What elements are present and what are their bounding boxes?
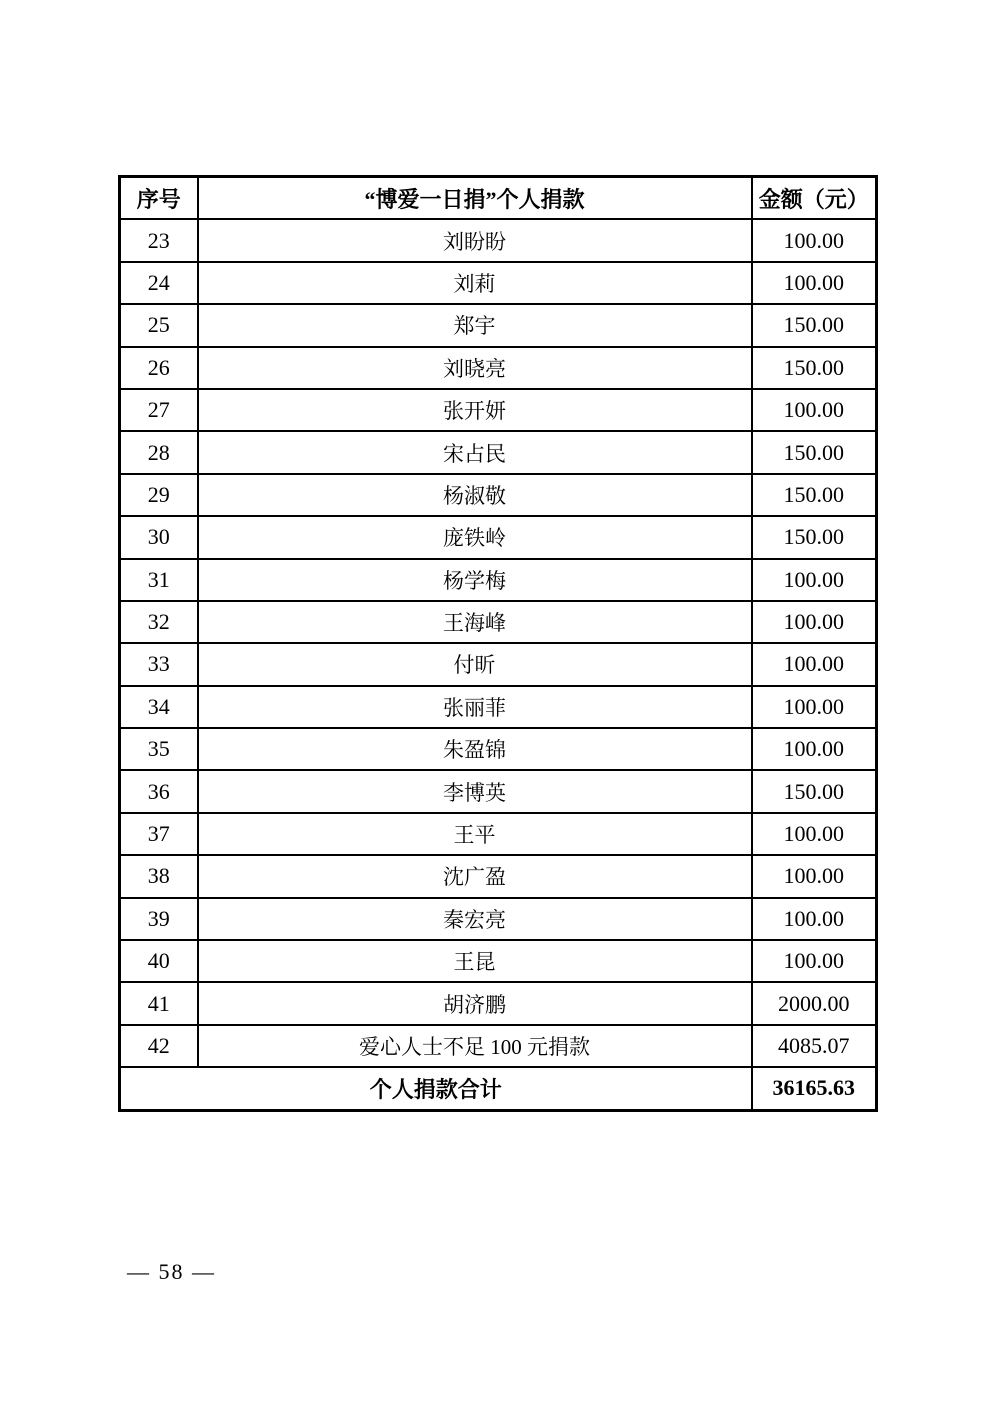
donor-name: 王平 [198,813,752,855]
donor-name: 刘莉 [198,262,752,304]
table-row [120,770,877,812]
donor-name: 沈广盈 [198,855,752,897]
header-serial-number: 序号 [120,177,198,220]
donor-name: 秦宏亮 [198,898,752,940]
row-serial-number: 23 [120,219,198,261]
page-number: — 58 — [127,1259,216,1284]
donation-amount: 100.00 [752,559,877,601]
donation-amount: 100.00 [752,601,877,643]
row-serial-number: 33 [120,643,198,685]
table-row [120,559,877,601]
donation-amount: 100.00 [752,855,877,897]
table-row [120,982,877,1024]
table-row [120,431,877,473]
table-row [120,940,877,982]
donation-amount: 100.00 [752,686,877,728]
table-header [120,177,877,220]
donation-amount: 150.00 [752,431,877,473]
total-row [120,1067,877,1110]
table-row [120,304,877,346]
donor-name: 付昕 [198,643,752,685]
row-serial-number: 36 [120,770,198,812]
total-amount: 36165.63 [752,1067,877,1110]
donation-amount: 100.00 [752,728,877,770]
row-serial-number: 25 [120,304,198,346]
row-serial-number: 39 [120,898,198,940]
donor-name: 庞铁岭 [198,516,752,558]
donor-name: 宋占民 [198,431,752,473]
row-serial-number: 34 [120,686,198,728]
table-row [120,855,877,897]
table-row [120,643,877,685]
donation-table [118,175,878,1112]
table-row [120,262,877,304]
donor-name: 张丽菲 [198,686,752,728]
row-serial-number: 35 [120,728,198,770]
donor-name: 刘盼盼 [198,219,752,261]
donor-name: 刘晓亮 [198,347,752,389]
donor-name: 郑宇 [198,304,752,346]
table-row [120,898,877,940]
donation-amount: 100.00 [752,813,877,855]
table-row [120,813,877,855]
header-amount: 金额（元） [752,177,877,220]
row-serial-number: 32 [120,601,198,643]
donor-name: 张开妍 [198,389,752,431]
donor-name: 李博英 [198,770,752,812]
row-serial-number: 40 [120,940,198,982]
row-serial-number: 26 [120,347,198,389]
donation-amount: 100.00 [752,940,877,982]
donor-name: 朱盈锦 [198,728,752,770]
table-row [120,474,877,516]
donation-amount: 100.00 [752,219,877,261]
donor-name: 杨学梅 [198,559,752,601]
donor-name: 胡济鹏 [198,982,752,1024]
table-row [120,686,877,728]
table-footer [120,1067,877,1110]
row-serial-number: 27 [120,389,198,431]
row-serial-number: 41 [120,982,198,1024]
donation-amount: 100.00 [752,262,877,304]
donation-amount: 150.00 [752,516,877,558]
table-row [120,1025,877,1067]
donation-amount: 100.00 [752,898,877,940]
table-row [120,601,877,643]
donor-name: 杨淑敬 [198,474,752,516]
table-body [120,219,877,1067]
donation-amount: 100.00 [752,389,877,431]
donation-amount: 150.00 [752,347,877,389]
donation-amount: 150.00 [752,304,877,346]
donor-name: 王海峰 [198,601,752,643]
total-label: 个人捐款合计 [120,1067,752,1110]
donation-amount: 4085.07 [752,1025,877,1067]
row-serial-number: 31 [120,559,198,601]
donor-name: 王昆 [198,940,752,982]
donor-name: 爱心人士不足 100 元捐款 [198,1025,752,1067]
table-row [120,347,877,389]
table-row [120,728,877,770]
table-row [120,219,877,261]
row-serial-number: 42 [120,1025,198,1067]
row-serial-number: 24 [120,262,198,304]
row-serial-number: 29 [120,474,198,516]
header-row [120,177,877,220]
header-donation-title: “博爱一日捐”个人捐款 [198,177,752,220]
donation-amount: 150.00 [752,474,877,516]
row-serial-number: 28 [120,431,198,473]
table-row [120,516,877,558]
table-row [120,389,877,431]
row-serial-number: 37 [120,813,198,855]
donation-amount: 2000.00 [752,982,877,1024]
donation-amount: 100.00 [752,643,877,685]
row-serial-number: 30 [120,516,198,558]
donation-amount: 150.00 [752,770,877,812]
row-serial-number: 38 [120,855,198,897]
